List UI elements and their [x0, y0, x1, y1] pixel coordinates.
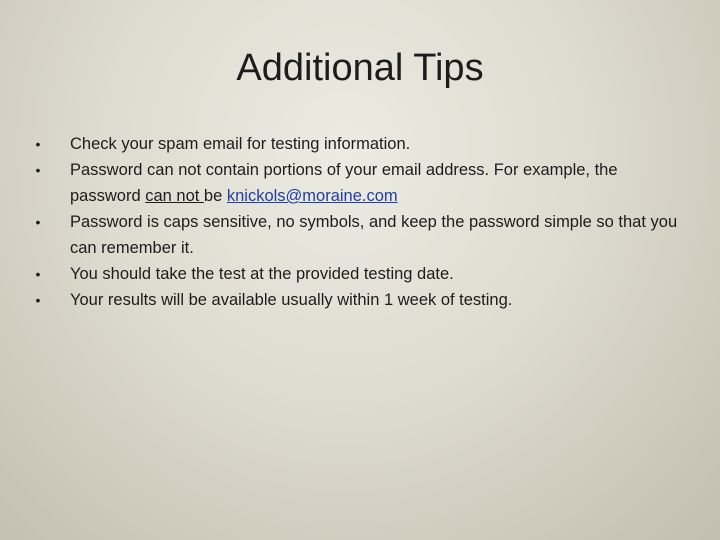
bullet-dot-icon: •	[35, 136, 41, 152]
slide-title: Additional Tips	[236, 47, 484, 89]
bullet-text: be	[203, 187, 227, 205]
bullet-dot-icon: •	[35, 292, 41, 308]
bullet-text: Password is caps sensitive, no symbols, and keep the password simple so that you can remember it.	[70, 213, 678, 257]
bullet-item	[28, 261, 688, 287]
bullet-text: Check your spam email for testing information.	[70, 135, 411, 153]
bullet-dot-icon: •	[35, 162, 41, 178]
bullet-item	[28, 131, 688, 157]
bullet-item	[28, 209, 688, 261]
bullet-item	[28, 157, 688, 209]
underlined-text: can not	[145, 187, 204, 205]
bullet-dot-icon: •	[35, 214, 41, 230]
bullet-text: Your results will be available usually within 1 week of testing.	[70, 291, 513, 309]
bullet-list	[28, 131, 688, 313]
bullet-text: You should take the test at the provided testing date.	[70, 265, 454, 283]
bullet-dot-icon: •	[35, 266, 41, 282]
bullet-item	[28, 287, 688, 313]
bullet-text: Password can not contain portions of your email address. For example, the password	[70, 161, 618, 205]
email-link[interactable]: knickols@moraine.com	[226, 187, 398, 205]
